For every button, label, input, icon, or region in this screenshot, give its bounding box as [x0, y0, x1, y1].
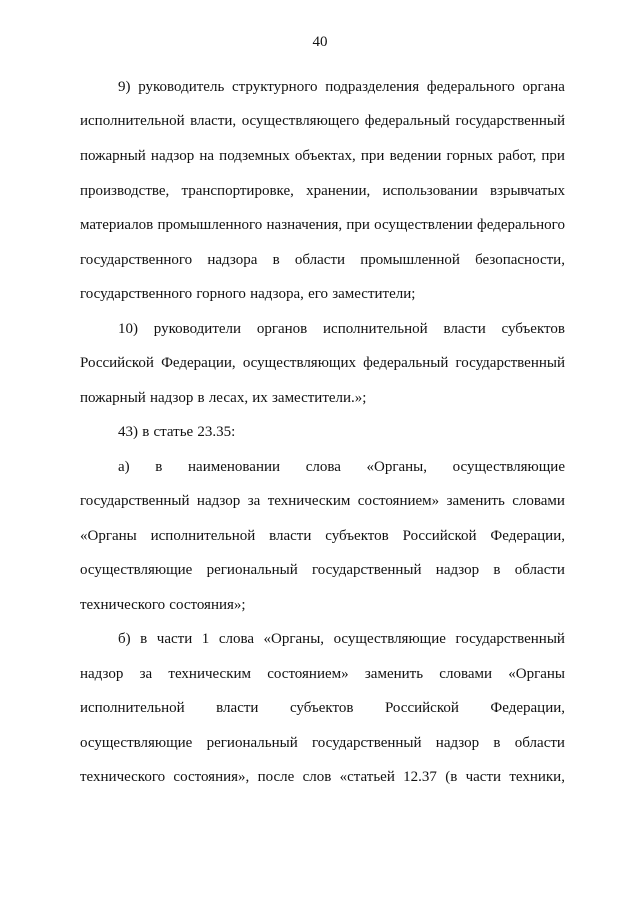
word: Российской — [80, 355, 154, 371]
word: государственный — [455, 631, 565, 647]
word: органов — [256, 321, 308, 337]
word: в — [493, 562, 501, 578]
word: производстве, — [80, 183, 170, 199]
text-line — [80, 216, 565, 234]
word: осуществляющих — [242, 355, 356, 371]
text-line — [80, 251, 565, 269]
text-line — [80, 354, 565, 372]
word: 1 — [201, 631, 210, 647]
word: техническим — [168, 666, 252, 682]
word: взрывчатых — [489, 183, 565, 199]
word: на — [199, 148, 215, 164]
word: субъектов — [289, 700, 354, 716]
word: исполнительной — [323, 321, 428, 337]
text-line — [118, 423, 565, 441]
word: власти — [269, 528, 312, 544]
word: федеральный — [363, 355, 449, 371]
word: государственный — [312, 562, 422, 578]
word: 43) — [118, 424, 138, 440]
word: осуществляющие — [80, 735, 193, 751]
text-line — [118, 630, 565, 648]
word: надзора — [207, 252, 258, 268]
text-line — [80, 389, 565, 407]
text-line — [80, 147, 565, 165]
word: надзор — [80, 666, 124, 682]
word: 12.37 — [403, 769, 437, 785]
word: словами — [439, 666, 493, 682]
word: состояния», — [173, 769, 250, 785]
word: руководители — [153, 321, 242, 337]
word: 23.35: — [197, 424, 236, 440]
word: состоянием» — [267, 666, 349, 682]
word: при — [541, 148, 565, 164]
word: в — [197, 390, 205, 406]
word: их — [252, 390, 268, 406]
word: «Органы, — [366, 459, 428, 475]
word: лесах, — [208, 390, 249, 406]
text-line — [80, 285, 565, 303]
word: области — [514, 562, 565, 578]
text-line — [80, 665, 565, 683]
word: региональный — [206, 735, 298, 751]
text-line — [118, 320, 565, 338]
word: части — [156, 631, 193, 647]
text-line — [80, 492, 565, 510]
word: безопасности, — [475, 252, 565, 268]
word: за — [247, 493, 261, 509]
word: структурного — [232, 79, 318, 95]
word: после — [257, 769, 295, 785]
word: пожарный — [80, 148, 146, 164]
word: власти — [216, 700, 259, 716]
text-line — [80, 734, 565, 752]
word: осуществляющие — [452, 459, 565, 475]
word: в — [155, 459, 163, 475]
text-line — [80, 699, 565, 717]
word: при — [346, 217, 370, 233]
word: слова — [218, 631, 254, 647]
page-number: 40 — [312, 34, 328, 50]
word: осуществляющие — [333, 631, 446, 647]
word: исполнительной — [80, 700, 185, 716]
word: технического — [80, 597, 166, 613]
word: промышленного — [157, 217, 263, 233]
text-line — [80, 768, 565, 786]
word: горных — [446, 148, 493, 164]
word: горного — [196, 286, 246, 302]
word: хранении, — [306, 183, 371, 199]
word: субъектов — [501, 321, 565, 337]
word: работ, — [498, 148, 537, 164]
word: области — [514, 735, 565, 751]
word: власти — [443, 321, 486, 337]
word: Федерации, — [490, 528, 565, 544]
word: надзор — [435, 562, 480, 578]
text-line — [118, 458, 565, 476]
word: части — [465, 769, 502, 785]
word: «Органы — [80, 528, 137, 544]
word: (в — [445, 769, 458, 785]
word: осуществлении — [374, 217, 473, 233]
word: руководитель — [138, 79, 225, 95]
word: заменить — [446, 493, 505, 509]
word: надзор — [150, 148, 195, 164]
word: наименовании — [188, 459, 281, 475]
word: Российской — [402, 528, 477, 544]
word: назначения, — [266, 217, 343, 233]
word: при — [360, 148, 385, 164]
word: слов — [302, 769, 332, 785]
word: государственный — [455, 113, 565, 129]
word: за — [139, 666, 153, 682]
text-line — [118, 78, 565, 96]
word: в — [272, 252, 280, 268]
word: региональный — [206, 562, 298, 578]
word: заменить — [364, 666, 424, 682]
text-line — [80, 182, 565, 200]
word: надзор — [196, 493, 241, 509]
word: статье — [153, 424, 194, 440]
word: Федерации, — [161, 355, 236, 371]
word: осуществляющего — [241, 113, 360, 129]
word: состояния»; — [169, 597, 246, 613]
word: промышленной — [360, 252, 460, 268]
word: использовании — [382, 183, 478, 199]
word: осуществляющие — [80, 562, 193, 578]
word: исполнительной — [80, 113, 185, 129]
text-line — [80, 527, 565, 545]
word: надзор — [150, 390, 194, 406]
text-line — [80, 596, 565, 614]
word: федерального — [426, 79, 515, 95]
word: пожарный — [80, 390, 146, 406]
word: его — [308, 286, 328, 302]
word: «статьей — [339, 769, 395, 785]
word: Российской — [384, 700, 459, 716]
word: техническим — [267, 493, 351, 509]
text-line — [80, 112, 565, 130]
word: власти, — [190, 113, 237, 129]
word: надзора, — [250, 286, 304, 302]
word: заместители.»; — [271, 390, 367, 406]
word: государственный — [312, 735, 422, 751]
word: «Органы — [508, 666, 565, 682]
word: «Органы, — [263, 631, 325, 647]
word: ведении — [389, 148, 442, 164]
text-line — [80, 561, 565, 579]
word: государственный — [455, 355, 565, 371]
word: государственный — [80, 493, 190, 509]
word: федерального — [477, 217, 565, 233]
word: государственного — [80, 286, 193, 302]
word: транспортировке, — [181, 183, 294, 199]
word: подразделения — [325, 79, 420, 95]
word: заместители; — [332, 286, 416, 302]
word: 10) — [118, 321, 138, 337]
word: состоянием» — [357, 493, 440, 509]
word: 9) — [118, 79, 131, 95]
word: технического — [80, 769, 166, 785]
word: а) — [118, 459, 130, 475]
word: федеральный — [364, 113, 450, 129]
word: исполнительной — [150, 528, 256, 544]
word: Федерации, — [490, 700, 565, 716]
word: в — [140, 631, 148, 647]
word: подземных — [219, 148, 290, 164]
word: области — [294, 252, 346, 268]
word: материалов — [80, 217, 154, 233]
word: слова — [305, 459, 341, 475]
word: органа — [522, 79, 565, 95]
word: б) — [118, 631, 131, 647]
word: субъектов — [325, 528, 389, 544]
word: в — [142, 424, 150, 440]
word: государственного — [80, 252, 193, 268]
word: техники, — [509, 769, 565, 785]
word: в — [493, 735, 501, 751]
word: словами — [512, 493, 565, 509]
word: объектах, — [294, 148, 356, 164]
word: надзор — [435, 735, 480, 751]
